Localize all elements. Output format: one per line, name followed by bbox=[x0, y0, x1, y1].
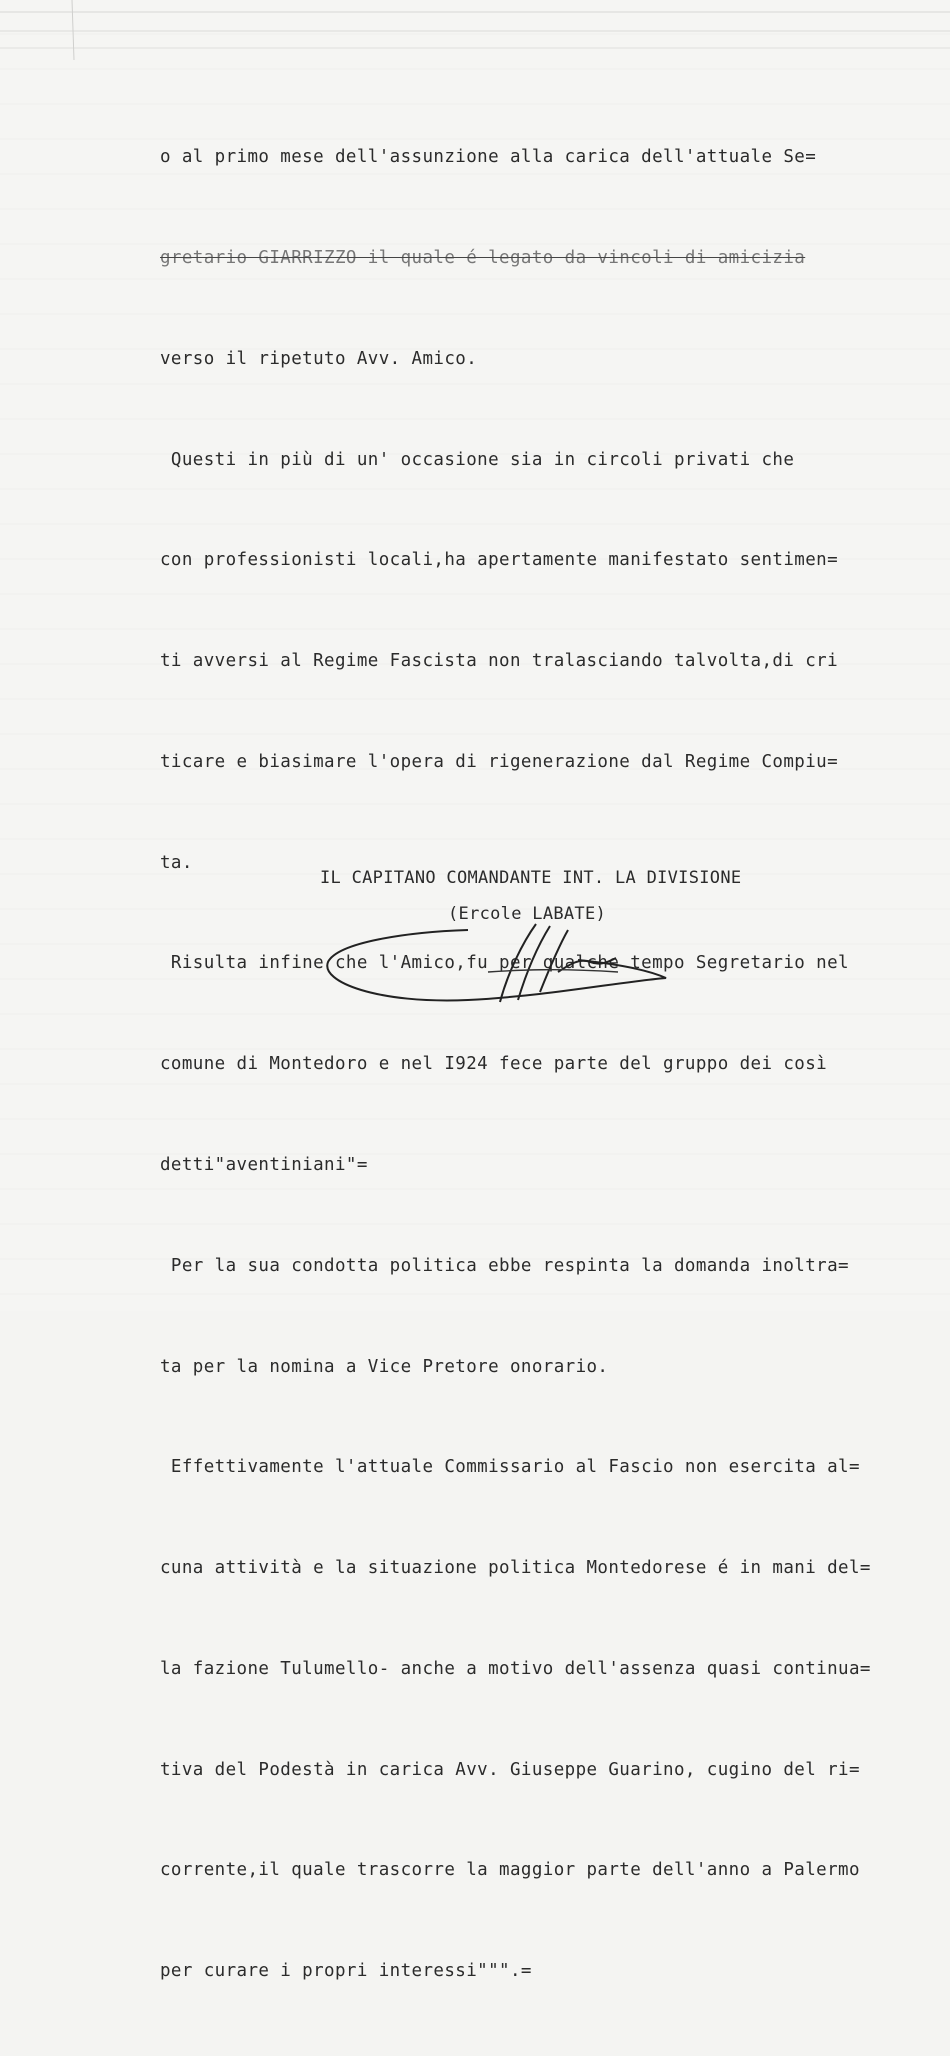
text-line: verso il ripetuto Avv. Amico. bbox=[160, 348, 478, 369]
text-line: cuna attività e la situazione politica Montedorese é in mani del= bbox=[160, 1558, 871, 1579]
text-line-struck: gretario GIARRIZZO il quale é legato da vincoli di amicizia bbox=[160, 247, 806, 268]
signatory-name: (Ercole LABATE) bbox=[448, 904, 607, 924]
text-line: la fazione Tulumello- anche a motivo dell'assenza quasi continua= bbox=[160, 1658, 871, 1679]
text-line: per curare i propri interessi""".= bbox=[160, 1961, 532, 1982]
text-line: comune di Montedoro e nel I924 fece parte del gruppo dei così bbox=[160, 1054, 828, 1075]
typed-letter-body bbox=[160, 74, 920, 2056]
signatory-title: IL CAPITANO COMANDANTE INT. LA DIVISIONE bbox=[320, 868, 742, 888]
text-line: o al primo mese dell'assunzione alla carica dell'attuale Se= bbox=[160, 147, 817, 168]
text-line: detti"aventiniani"= bbox=[160, 1155, 368, 1175]
text-line: ti avversi al Regime Fascista non tralasciando talvolta,di cri bbox=[160, 651, 839, 672]
text-line: con professionisti locali,ha apertamente manifestato sentimen= bbox=[160, 550, 839, 571]
text-line: Effettivamente l'attuale Commissario al Fascio non esercita al= bbox=[160, 1457, 860, 1478]
text-line: Per la sua condotta politica ebbe respinta la domanda inoltra= bbox=[160, 1255, 849, 1276]
text-line: ta. bbox=[160, 852, 193, 873]
text-line: corrente,il quale trascorre la maggior parte dell'anno a Palermo bbox=[160, 1860, 860, 1881]
text-line: ta per la nomina a Vice Pretore onorario. bbox=[160, 1356, 609, 1377]
handwritten-signature-icon bbox=[318, 912, 678, 1012]
text-line: Questi in più di un' occasione sia in circoli privati che bbox=[160, 449, 795, 470]
text-line: ticare e biasimare l'opera di rigenerazione dal Regime Compiu= bbox=[160, 751, 839, 772]
page-top-margin-marks bbox=[0, 0, 950, 70]
text-line: tiva del Podestà in carica Avv. Giuseppe Guarino, cugino del ri= bbox=[160, 1759, 860, 1780]
text-line: Risulta infine che l'Amico,fu per qualche tempo Segretario nel bbox=[160, 953, 849, 974]
